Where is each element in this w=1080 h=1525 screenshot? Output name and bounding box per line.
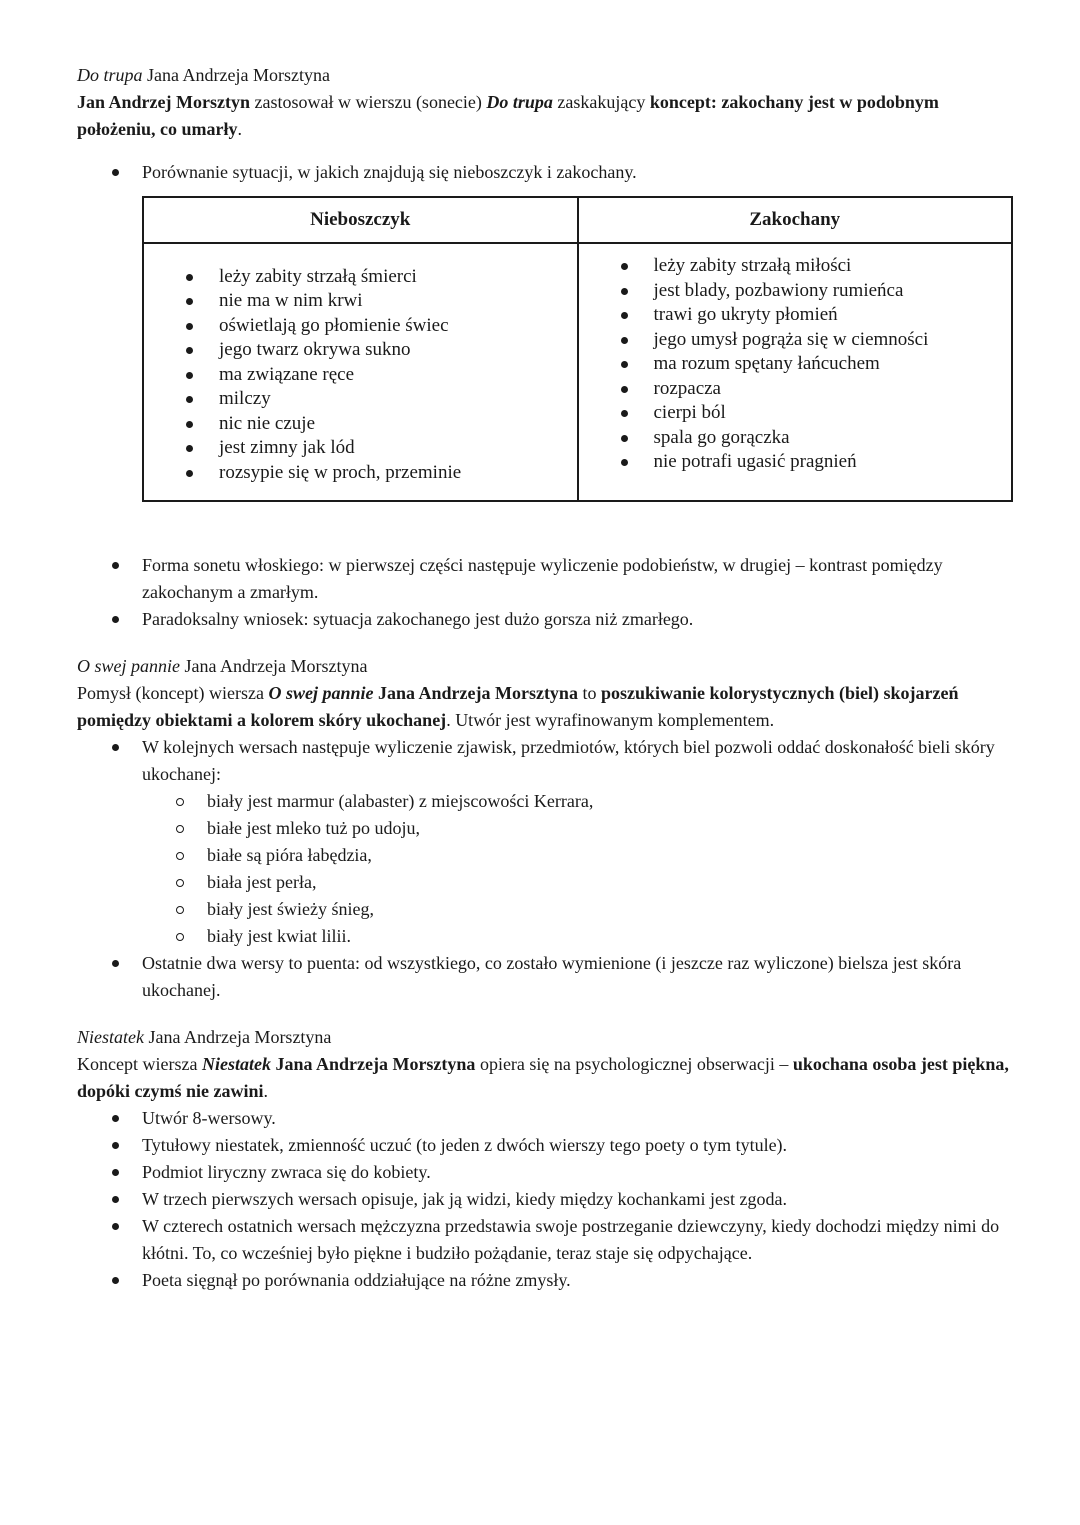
heading-author: Jana Andrzeja Morsztyna [142,65,330,85]
section-heading [77,1024,1017,1051]
bullet-list [77,552,1017,633]
poem-title: Do trupa [77,65,143,85]
list-item: ma rozum spętany łańcuchem [579,352,1012,377]
column-header-zakochany: Zakochany [578,197,1013,243]
poem-title: Niestatek [77,1027,144,1047]
list-item: jego twarz okrywa sukno [144,338,577,363]
cell-list [144,265,577,486]
table-row [143,243,1012,501]
list-item: rozpacza [579,377,1012,402]
list-item: Podmiot liryczny zwraca się do kobiety. [77,1159,1017,1186]
intro-part: Niestatek [201,1054,271,1074]
section-intro [77,680,1017,734]
intro-part: zastosował w wierszu (sonecie) [249,92,487,112]
list-item: Ostatnie dwa wersy to puenta: od wszystkiego, co zostało wymienione (i jeszcze raz wyliczone) bielsza jest skóra ukochanej. [77,950,1017,1004]
heading-author: Jana Andrzeja Morsztyna [143,1027,332,1047]
section-o-swej-pannie [77,653,1017,1004]
intro-part: O swej pannie [268,683,374,703]
list-item: W czterech ostatnich wersach mężczyzna przedstawia swoje postrzeganie dziewczyny, kiedy dochodzi między nimi do kłótni. To, co wcześniej było piękne i budziło pożądanie, teraz staje się odpychające. [77,1213,1017,1267]
intro-part: opiera się na psychologicznej obserwacji – [475,1054,793,1074]
list-item: nie potrafi ugasić pragnień [579,450,1012,475]
sub-list [77,788,1017,950]
bullet-list [77,734,1017,788]
poem-title: O swej pannie [77,656,180,676]
intro-part: Jana Andrzeja Morsztyna [373,683,578,703]
list-item: biały jest świeży śnieg, [77,896,1017,923]
list-item: nic nie czuje [144,412,577,437]
list-item: biały jest kwiat lilii. [77,923,1017,950]
bullet-list [77,950,1017,1004]
section-intro [77,1051,1017,1105]
intro-part: to [577,683,601,703]
intro-part: koncept: zakochany jest w podobnym położeniu, co umarły [77,92,939,139]
bullet-list [77,159,1017,186]
intro-part: . Utwór jest wyrafinowanym komplementem. [446,710,775,730]
intro-part: Jana Andrzeja Morsztyna [270,1054,476,1074]
list-item: Tytułowy niestatek, zmienność uczuć (to jeden z dwóch wierszy tego poety o tym tytule). [77,1132,1017,1159]
document-page [77,62,1017,1294]
list-item: trawi go ukryty płomień [579,303,1012,328]
intro-part: Do trupa [486,92,553,112]
intro-part: Jan Andrzej Morsztyn [77,92,250,112]
list-item: milczy [144,387,577,412]
heading-author: Jana Andrzeja Morsztyna [180,656,368,676]
list-item: cierpi ból [579,401,1012,426]
list-item: leży zabity strzałą śmierci [144,265,577,290]
bullet-list [77,1105,1017,1294]
list-item: jego umysł pogrąża się w ciemności [579,328,1012,353]
list-item: Utwór 8-wersowy. [77,1105,1017,1132]
table-cell [143,243,578,501]
section-do-trupa [77,62,1017,633]
intro-part: . [263,1081,269,1101]
list-item: biały jest marmur (alabaster) z miejscowości Kerrara, [77,788,1017,815]
intro-part: ukochana osoba jest piękna, dopóki czymś nie zawini [77,1054,1009,1101]
list-item: białe jest mleko tuż po udoju, [77,815,1017,842]
list-item: jest blady, pozbawiony rumieńca [579,279,1012,304]
list-item: Poeta sięgnął po porównania oddziałujące na różne zmysły. [77,1267,1017,1294]
section-intro [77,89,1017,143]
cell-list [579,254,1012,475]
table-header-row [143,197,1012,243]
list-item: oświetlają go płomienie świec [144,314,577,339]
list-item: Forma sonetu włoskiego: w pierwszej części następuje wyliczenie podobieństw, w drugiej – kontrast pomiędzy zakochanym a zmarłym. [77,552,1017,606]
list-item: leży zabity strzałą miłości [579,254,1012,279]
list-item: jest zimny jak lód [144,436,577,461]
intro-part: Pomysł (koncept) wiersza [77,683,269,703]
list-item: nie ma w nim krwi [144,289,577,314]
list-item: W kolejnych wersach następuje wyliczenie zjawisk, przedmiotów, których biel pozwoli oddać doskonałość bieli skóry ukochanej: [77,734,1017,788]
list-item: rozsypie się w proch, przeminie [144,461,577,486]
intro-part: Koncept wiersza [77,1054,202,1074]
section-heading [77,653,1017,680]
list-item: W trzech pierwszych wersach opisuje, jak ją widzi, kiedy między kochankami jest zgoda. [77,1186,1017,1213]
list-item: Porównanie sytuacji, w jakich znajdują się nieboszczyk i zakochany. [77,159,1017,186]
comparison-table [142,196,1013,502]
list-item: spala go gorączka [579,426,1012,451]
table-cell [578,243,1013,501]
list-item: Paradoksalny wniosek: sytuacja zakochanego jest dużo gorsza niż zmarłego. [77,606,1017,633]
intro-part: zaskakujący [552,92,650,112]
list-item: biała jest perła, [77,869,1017,896]
section-heading [77,62,1017,89]
list-item: białe są pióra łabędzia, [77,842,1017,869]
list-item: ma związane ręce [144,363,577,388]
column-header-nieboszczyk: Nieboszczyk [143,197,578,243]
intro-part: . [237,119,242,139]
section-niestatek [77,1024,1017,1294]
intro-part: poszukiwanie kolorystycznych (biel) skojarzeń pomiędzy obiektami a kolorem skóry ukochanej [77,683,959,730]
